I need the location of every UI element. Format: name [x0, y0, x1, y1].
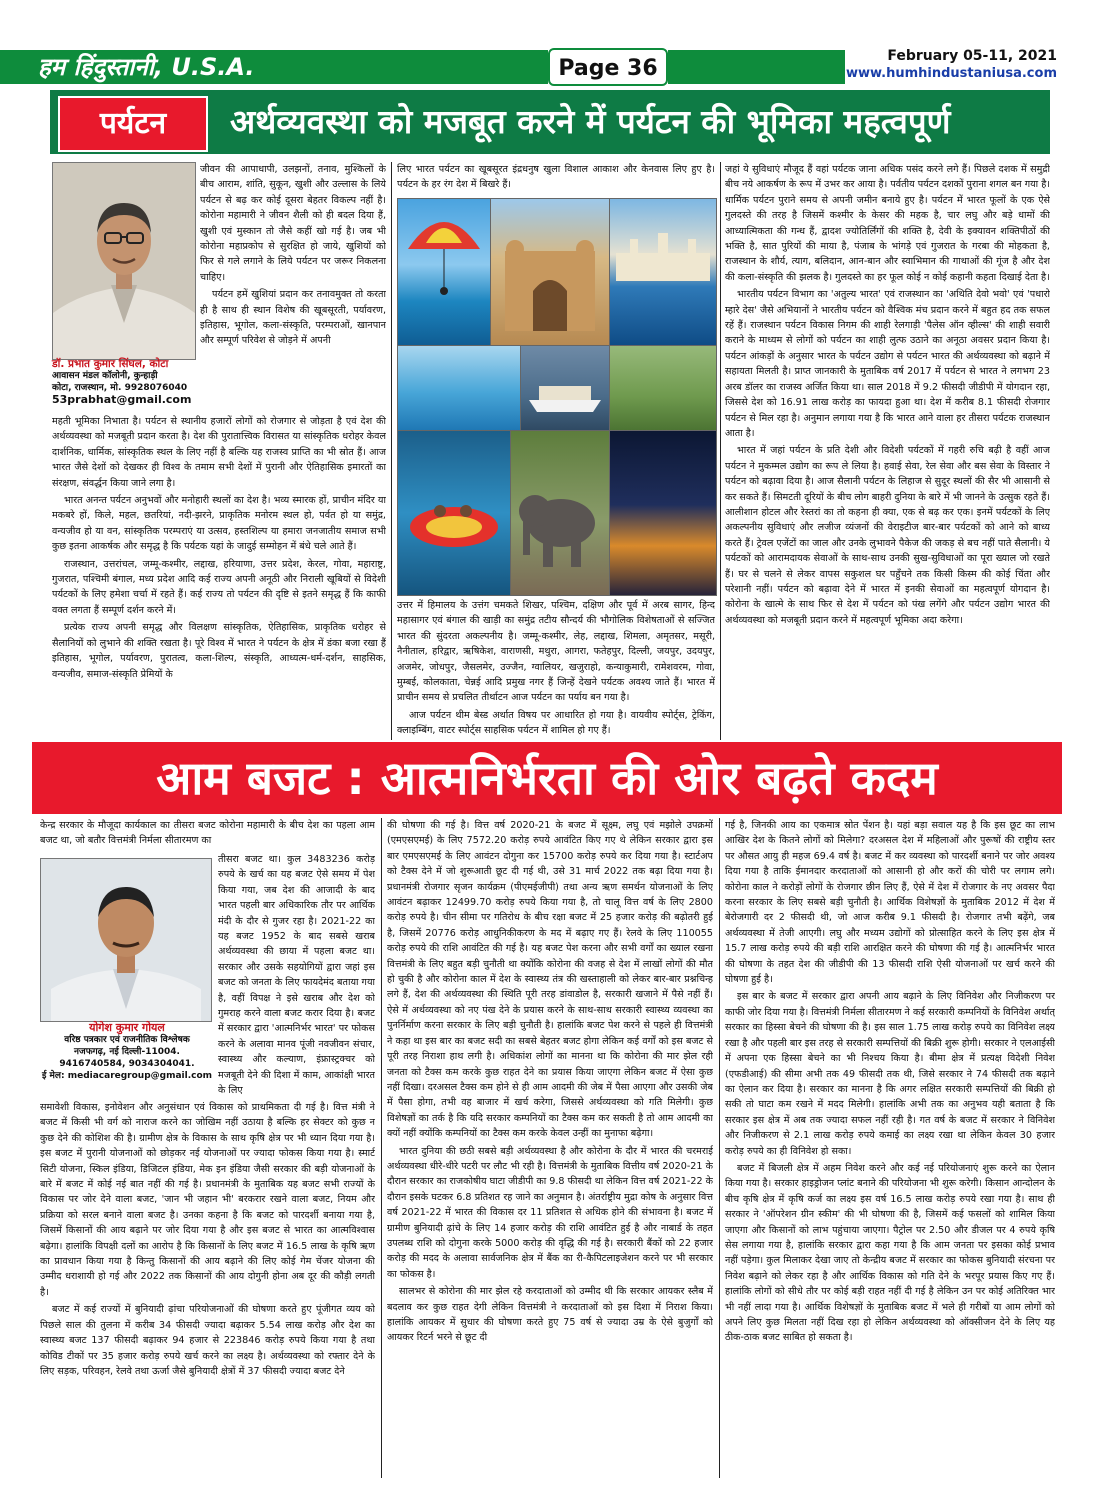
- paragraph: केन्द्र सरकार के मौजूदा कार्यकाल का तीसरा बजट कोरोना महामारी के बीच देश का पहला आम बजट था, जो बतौर वित्तमंत्री निर्मला सीतारमण का: [40, 820, 375, 847]
- beach-photo: [397, 345, 521, 431]
- portrait-icon: [41, 859, 211, 1021]
- palace-waterfront-photo: [609, 198, 717, 346]
- paragraph: महती भूमिका निभाता है। पर्यटन से स्थानीय हजारों लोगों को रोजगार से जोड़ता है एवं देश की अर्थव्यवस्था को मजबूती प्रदान करता है। देश की पुरातात्त्विक विरासत या सांस्कृतिक धरोहर केवल दार्शनिक, धार्मिक, सांस्कृतिक स्थल के लिए नहीं है बल्कि यह राजस्व प्राप्ति का भी स्रोत हैं। आज भारत जैसे देशों को देखकर ही विश्व के तमाम सभी देशों में पुरानी और ऐतिहासिक इमारतों का संरक्षण, संवर्द्धन किया जाने लगा है।: [52, 416, 386, 489]
- article2-col1-side: [218, 852, 375, 1098]
- article1-col1-bottom: [52, 414, 386, 740]
- author2-phone: 9416740584, 9034304041.: [59, 1059, 195, 1069]
- column-divider: [720, 162, 721, 740]
- paragraph: की घोषणा की गई है। वित्त वर्ष 2020-21 के बजट में सूक्ष्म, लघु एवं मझोले उपक्रमों (एमएसएमई) के लिए 7572.20 करोड़ रुपये आवंटित किए गए थे लेकिन सरकार द्वारा इस बार एमएसएमई के लिए आवंटन दोगुना कर 15700 करोड़ रुपये कर दिया गया है। स्टार्टअप को टैक्स देने में जो शुरूआती छूट दी गई थी, उसे 31 मार्च 2022 तक बढ़ा दिया गया है। प्रधानमंत्री रोजगार सृजन कार्यक्रम (पीएमईजीपी) तथा अन्य ऋण समर्थन योजनाओं के लिए आवंटन बढ़ाकर 12499.70 करोड़ रुपये किया गया है, तो चालू वित्त वर्ष के लिए 2800 करोड़ रुपये है। चीन सीमा पर गतिरोध के बीच रक्षा बजट में 25 हजार करोड़ की बढ़ोतरी हुई है, जिसमें 20776 करोड़ आधुनिकीकरण के मद में बढ़ाए गए हैं। रेलवे के लिए 110055 करोड़ रुपये की राशि आवंटित की गई है। यह बजट पेश करना और सभी वर्गों का ख्याल रखना वित्तमंत्री के लिए बहुत बड़ी चुनौती था क्योंकि कोरोना की वजह से देश में लाखों लोगों की मौत हो चुकी है और कोरोना काल में देश के स्वास्थ्य तंत्र की खस्ताहाली को लेकर बार-बार प्रश्नचिन्ह लगे हैं, देश की अर्थव्यवस्था की स्थिति पूरी तरह डांवाडोल है, सरकारी खजाने में पैसे नहीं हैं। ऐसे में अर्थव्यवस्था को नए पंख देने के प्रयास करने के साथ-साथ सरकारी स्वास्थ्य व्यवस्था का पुनर्निर्माण करना सरकार के लिए बड़ी चुनौती है। हालांकि बजट पेश करने से पहले ही वित्तमंत्री ने कहा था इस बार का बजट सदी का सबसे बेहतर बजट होगा लेकिन कई वर्गों को इस बजट से पूरी तरह निराशा हाथ लगी है। अधिकांश लोगों का मानना था कि कोरोना की मार झेल रही जनता को टैक्स कम करके कुछ राहत देने का प्रयास किया जाएगा लेकिन बजट में ऐसा कुछ नहीं दिखा। दरअसल टैक्स कम होने से ही आम आदमी की जेब में पैसा आएगा और उसकी जेब में पैसा होगा, तभी वह बाजार में खर्च करेगा, जिससे अर्थव्यवस्था को गति मिलेगी। कुछ विशेषज्ञों का तर्क है कि यदि सरकार कम्पनियों का टैक्स कम कर सकती है तो आम आदमी का क्यों नहीं क्योंकि कम्पनियों का टैक्स कम करके केवल उन्हीं का मुनाफा बढ़ेगा।: [387, 820, 713, 1140]
- author1-name: डॉ. प्रभात कुमार सिंघल, कोटा: [52, 358, 169, 370]
- author2-name: योगेश कुमार गोयल: [89, 1021, 165, 1034]
- raft-icon: [398, 431, 510, 595]
- website-link[interactable]: www.humhindustaniusa.com: [845, 66, 1057, 81]
- author1-email[interactable]: 53prabhat@gmail.com: [52, 393, 192, 406]
- monument-icon: [491, 199, 609, 345]
- article2-col1-top: [40, 818, 375, 852]
- elephant-photo: [510, 430, 610, 596]
- article1-col1-top: [200, 162, 386, 410]
- paragraph: भारत दुनिया की छठी सबसे बड़ी अर्थव्यवस्था है और कोरोना के दौर में भारत की चरमराई अर्थव्यवस्था धीरे-धीरे पटरी पर लौट भी रही है। वित्तमंत्री के मुताबिक वित्तीय वर्ष 2020-21 के दौरान सरकार का राजकोषीय घाटा जीडीपी का 9.8 फीसदी था लेकिन वित्त वर्ष 2021-22 के दौरान इसके घटकर 6.8 प्रतिशत रह जाने का अनुमान है। अंतर्राष्ट्रीय मुद्रा कोष के अनुसार वित्त वर्ष 2021-22 में भारत की विकास दर 11 प्रतिशत से अधिक होने की संभावना है। बजट में ग्रामीण बुनियादी ढ़ांचे के लिए 14 हजार करोड़ की राशि आवंटित हुई है और नाबार्ड के तहत उपलब्ध राशि को दोगुना करके 5000 करोड़ की वृद्धि की गई है। सरकारी बैंकों को 22 हजार करोड़ की मदद के अलावा सार्वजनिक क्षेत्र में बैंक का री-कैपिटलाइजेशन करने पर भी सरकार का फोकस है।: [387, 1145, 713, 1280]
- paragraph: भारत में जहां पर्यटन के प्रति देशी और विदेशी पर्यटकों में गहरी रुचि बढ़ी है वहीं आज पर्यटन ने मुकम्मल उद्योग का रूप ले लिया है। हवाई सेवा, रेल सेवा और बस सेवा के विस्तार ने पर्यटन को बढ़ावा दिया है। आज सैलानी पर्यटन के लिहाज से सुदूर स्थलों की सैर भी आसानी से कर सकते हैं। सिमटती दूरियों के बीच लोग बाहरी दुनिया के बारे में भी जानने के उत्सुक रहते हैं। आलीशान होटल और रेस्तरां का तो कहना ही क्या, एक से बढ़ कर एक। इनमें पर्यटकों के लिए अकल्पनीय सुविधाएं और लजीज व्यंजनों की वेराइटीज बार-बार पर्यटकों को आने को बाध्य करते हैं। ट्रेवल एजेंटों का जाल और उनके लुभावने पैकेज की जकड़ से बच नहीं पाते सैलानी। ये पर्यटकों को आरामदायक सेवाओं के साथ-साथ उनकी सुख-सुविधाओं का पूरा ख्याल जो रखते हैं। घर से चलने से लेकर वापस सकुशल घर पहुँचने तक किसी किस्म की कोई चिंता और परेशानी नहीं। पर्यटन को बढ़ावा देने में भारत में इनकी सेवाओं का महत्वपूर्ण योगदान है। कोरोना के खात्मे के साथ फिर से देश में पर्यटन को पंख लगेंगे और पर्यटन उद्योग भारत की अर्थव्यवस्था को मजबूती प्रदान करने में महत्वपूर्ण भूमिका अदा करेगा।: [725, 445, 1050, 626]
- author2-title: वरिष्ठ पत्रकार एवं राजनीतिक विश्लेषक: [64, 1035, 190, 1045]
- author1-info: [52, 358, 194, 406]
- paragraph: भारत अनन्त पर्यटन अनुभवों और मनोहारी स्थलों का देश है। भव्य स्मारक हों, प्राचीन मंदिर या मकबरे हों, किले, महल, छतरियां, नदी-झरने, प्राकृतिक मनोरम स्थल हो, पर्वत हो या समुंद्र, वन्यजीव हो या वन, सांस्कृतिक परम्पराएं या उत्सव, हस्तशिल्प या हमारा जनजातीय समाज सभी कुछ इतना आकर्षक और समृद्ध है कि पर्यटक यहां के जादुई सम्मोहन में बंधे चले आते हैं।: [52, 495, 386, 553]
- section-tag: पर्यटन: [58, 96, 208, 152]
- paragraph: भारतीय पर्यटन विभाग का 'अतुल्य भारत' एवं राजस्थान का 'अथिति देवो भवो' एवं 'पधारो म्हारे देस' जैसे अभियानों ने भारतीय पर्यटन को वैश्विक मंच प्रदान करने में बहुत हद तक सफल रहें हैं। राजस्थान पर्यटन विकास निगम की शाही रेलगाड़ी 'पैलेस ऑन व्हील्स' की शाही सवारी कराने के माध्यम से लोगों को पर्यटन का शाही लुत्फ उठाने का अनूठा अवसर प्रदान किया है। पर्यटन आंकड़ों के अनुसार भारत के पर्यटन उद्योग से पर्यटन भारत की अर्थव्यवस्था को बढ़ाने में सहायता मिलती है। प्राप्त जानकारी के मुताबिक वर्ष 2017 में पर्यटन से भारत ने लगभग 23 अरब डॉलर का राजस्व अर्जित किया था। साल 2018 में 9.2 फीसदी जीडीपी में योगदान रहा, जिससे देश को 16.91 लाख करोड़ का फायदा हुआ था। देश में करीब 8.1 फीसदी रोजगार पर्यटन से मिल रहा है। अनुमान लगाया गया है कि भारत आने वाला हर तीसरा पर्यटक राजस्थान आता है।: [725, 289, 1050, 439]
- paragraph: इस बार के बजट में सरकार द्वारा अपनी आय बढ़ाने के लिए विनिवेश और निजीकरण पर काफी जोर दिया गया है। वित्तमंत्री निर्मला सीतारमण ने कई सरकारी कम्पनियों के विनिवेश अर्थात् सरकार का हिस्सा बेचने की घोषणा की है। इस साल 1.75 लाख करोड़ रुपये का विनिवेश लक्ष्य रखा है और पहली बार इस तरह से सरकारी सम्पत्तियों की बिक्री शुरू होगी। सरकार ने एलआईसी में अपना एक हिस्सा बेचने का भी निश्चय किया है। बीमा क्षेत्र में प्रत्यक्ष विदेशी निवेश (एफडीआई) की सीमा अभी तक 49 फीसदी तक थी, जिसे सरकार ने 74 फीसदी तक बढ़ाने का ऐलान कर दिया है। सरकार का मानना है कि अगर लक्षित सरकारी सम्पत्तियों की बिक्री हो सकी तो घाटा कम रखने में मदद मिलेगी। हालांकि अभी तक का अनुभव यही बताता है कि सरकार इस क्षेत्र में अब तक ज्यादा सफल नहीं रही है। गत वर्ष के बजट में सरकार ने विनिवेश और निजीकरण से 2.1 लाख करोड़ रुपये कमाई का लक्ष्य रखा था लेकिन केवल 30 हजार करोड़ रुपये का ही विनिवेश हो सका।: [725, 991, 1055, 1157]
- article1-headline: अर्थव्यवस्था को मजबूत करने में पर्यटन की भूमिका महत्वपूर्ण: [230, 102, 951, 141]
- portrait-icon: [53, 163, 195, 359]
- palace-icon: [610, 199, 716, 345]
- garden-photo: [609, 345, 717, 431]
- author1-address: आवासन मंडल कॉलोनी, कुन्हाड़ी: [52, 371, 158, 381]
- city-night-photo: [609, 430, 717, 596]
- paragraph: समावेशी विकास, इनोवेशन और अनुसंधान एवं विकास को प्राथमिकता दी गई है। वित्त मंत्री ने बजट में किसी भी वर्ग को नाराज करने का जोखिम नहीं उठाया है बल्कि हर सेक्टर को कुछ न कुछ देने की कोशिश की है। ग्रामीण क्षेत्र के विकास के साथ कृषि क्षेत्र पर भी ध्यान दिया गया है। इस बजट में पुरानी योजनाओं को छोड़कर नई योजनाओं पर ज्यादा फोकस किया गया है। स्मार्ट सिटी योजना, स्किल इंडिया, डिजिटल इंडिया, मेक इन इंडिया जैसी सरकार की बड़ी योजनाओं के बारे में बजट में कोई नई बात नहीं की गई है। प्रधानमंत्री के मुताबिक यह बजट सभी राज्यों के विकास पर जोर देने वाला बजट, 'जान भी जहान भी' बरकरार रखने वाला बजट, नियम और प्रक्रिया को सरल बनाने वाला बजट है। उनका कहना है कि बजट को पारदर्शी बनाया गया है, जिसमें किसानों की आय बढ़ाने पर जोर दिया गया है और इस बजट से भारत का आत्मविश्वास बढ़ेगा। हालांकि विपक्षी दलों का आरोप है कि किसानों के लिए बजट में 16.5 लाख के कृषि ऋण का प्रावधान किया गया है किन्तु किसानों की आय बढ़ाने की लिए कोई गेम चेंजर योजना की उम्मीद धराशायी हो गई और 2022 तक किसानों की आय दोगुनी होना अब दूर की कौड़ी लगती है।: [40, 1102, 375, 1298]
- paragraph: आज पर्यटन थीम बेस्ड अर्थात विषय पर आधारित हो गया है। वायवीय स्पोर्ट्स, ट्रेकिंग, क्लाइम्बिंग, वाटर स्पोर्ट्स साहसिक पर्यटन में शामिल हो गए हैं।: [397, 709, 715, 737]
- paragraph: राजस्थान, उत्तरांचल, जम्मू-कश्मीर, लद्दाख, हरियाणा, उत्तर प्रदेश, केरल, गोवा, महाराष्ट्र, गुजरात, पश्चिमी बंगाल, मध्य प्रदेश आदि कई राज्य अपनी अनूठी और निराली खूबियों से विदेशी पर्यटकों के लिए हमेशा चर्चा में रहते हैं। कई राज्य तो पर्यटन की दृष्टि से इतने समृद्ध हैं कि काफी वक्त लगता हैं सम्पूर्ण दर्शन करने में।: [52, 558, 386, 616]
- houseboat-photo: [520, 345, 610, 431]
- article2-headline: आम बजट : आत्मनिर्भरता की ओर बढ़ते कदम: [156, 751, 938, 805]
- paragraph: गई है, जिनकी आय का एकमात्र स्रोत पेंशन है। यहां बड़ा सवाल यह है कि इस छूट का लाभ आखिर देश के कितने लोगों को मिलेगा? दरअसल देश में महिलाओं और पुरूषों की राष्ट्रीय स्तर पर औसत आयु ही महज 69.4 वर्ष है। बजट में कर व्यवस्था को पारदर्शी बनाने पर जोर अवश्य दिया गया है ताकि ईमानदार करदाताओं को आसानी हो और करों की चोरी पर लगाम लगे। कोरोना काल ने करोड़ों लोगों के रोजगार छीन लिए हैं, ऐसे में देश में रोजगार के नए अवसर पैदा करना सरकार के लिए सबसे बड़ी चुनौती है। आर्थिक विशेषज्ञों के मुताबिक 2012 में देश में बेरोजगारी दर 2 फीसदी थी, जो आज करीब 9.1 फीसदी है। रोजगार तभी बढ़ेंगे, जब अर्थव्यवस्था में तेजी आएगी। लघु और मध्यम उद्योगों को प्रोत्साहित करने के लिए इस क्षेत्र में 15.7 लाख करोड़ रुपये की बड़ी राशि आरक्षित करने की घोषणा की गई है। आत्मनिर्भर भारत की घोषणा के तहत देश की जीडीपी की 13 फीसदी राशि ऐसी योजनाओं पर खर्च करने की घोषणा हुई है।: [725, 820, 1055, 986]
- article1-col2-top: [397, 162, 715, 196]
- gateway-of-india-photo: [490, 198, 610, 346]
- author2-info: [40, 1022, 214, 1082]
- masthead-title: हम हिंदुस्तानी, U.S.A.: [38, 53, 255, 81]
- parasailing-photo: [397, 198, 491, 346]
- paragraph: प्रत्येक राज्य अपनी समृद्ध और विलक्षण सांस्कृतिक, ऐतिहासिक, प्राकृतिक धरोहर से सैलानियों को लुभाने की शक्ति रखता है। पूरे विश्व में भारत ने पर्यटन के क्षेत्र में डंका बजा रखा हैं इतिहास, भूगोल, पर्यावरण, पुरातत्व, कला-शिल्प, संस्कृति, आध्यत्म-धर्म-दर्शन, साहसिक, वन्यजीव, समाज-संस्कृति प्रेमियों के: [52, 622, 386, 680]
- paragraph: बजट में कई राज्यों में बुनियादी ढ़ांचा परियोजनाओं की घोषणा करते हुए पूंजीगत व्यय को पिछले साल की तुलना में करीब 34 फीसदी ज्यादा बढ़ाकर 5.54 लाख करोड़ और देश का स्वास्थ्य बजट 137 फीसदी बढ़ाकर 94 हजार से 223846 करोड़ रुपये किया गया है तथा कोविड टीकों पर 35 हजार करोड़ रुपये खर्च करने का लक्ष्य है। अर्थव्यवस्था को रफ्तार देने के लिए सड़क, परिवहन, रेलवे तथा ऊर्जा जैसे बुनियादी क्षेत्रों में 37 फीसदी ज्यादा बजट देने: [40, 1304, 375, 1377]
- rafting-photo: [397, 430, 511, 596]
- page-number: Page 36: [548, 48, 668, 86]
- parachute-icon: [398, 199, 490, 345]
- article1-col2-bottom: [397, 598, 715, 740]
- column-divider: [381, 818, 382, 1478]
- masthead-bar-right: [668, 50, 845, 84]
- author2-address: नजफगढ़, नई दिल्ली-11004.: [74, 1047, 180, 1057]
- article2-col3: [725, 818, 1055, 1478]
- author1-photo: [52, 162, 196, 360]
- paragraph: लिए भारत पर्यटन का खूबसूरत इंद्रधनुष खुला विशाल आकाश और केनवास लिए हुए है। पर्यटन के हर रंग देश में बिखरे हैं।: [397, 164, 715, 191]
- author2-email[interactable]: ई मेल: mediacaregroup@gmail.com: [41, 1071, 213, 1081]
- article2-col1-bottom: [40, 1100, 375, 1478]
- author2-photo: [40, 858, 212, 1022]
- article2-col2: [387, 818, 713, 1478]
- column-divider: [391, 162, 392, 740]
- paragraph: पर्यटन हमें खुशियां प्रदान कर तनावमुक्त तो करता ही है साथ ही स्थान विशेष की खूबसूरती, पर्यावरण, इतिहास, भूगोल, कला-संस्कृति, परम्पराओं, खानपान और सम्पूर्ण परिवेश से जोड़ने में अपनी: [200, 289, 386, 347]
- issue-date: February 05-11, 2021: [887, 48, 1057, 64]
- author1-city-phone: कोटा, राजस्थान, मो. 9928076040: [52, 383, 188, 393]
- paragraph: उत्तर में हिमालय के उत्तंग चमकते शिखर, पश्चिम, दक्षिण और पूर्व में अरब सागर, हिन्द महासागर एवं बंगाल की खाड़ी का समुंद्र तटीय सौन्दर्य की भौगोलिक विशेषताओं से सज्जित भारत की सुंदरता अकल्पनीय है। जम्मू-कश्मीर, लेह, लद्दाख, शिमला, अमृतसर, मसूरी, नैनीताल, हरिद्वार, ऋषिकेश, वाराणसी, मथुरा, आगरा, फतेहपुर, दिल्ली, जयपुर, उदयपुर, अजमेर, जोधपुर, जैसलमेर, उज्जैन, ग्वालियर, खजुराहो, कन्याकुमारी, रामेशवरम, गोवा, मुम्बई, कोलकाता, चेन्नई आदि प्रमुख नगर हैं जिन्हें देखने पर्यटक अवश्य जाते हैं। भारत में प्राचीन समय से प्रचलित तीर्थाटन आज पर्यटन का पर्याय बन गया है।: [397, 600, 715, 704]
- elephant-icon: [511, 431, 609, 595]
- article1-col3: [725, 162, 1050, 740]
- paragraph: जहां ये सुविधाएं मौजूद हैं वहां पर्यटक जाना अधिक पसंद करने लगे हैं। पिछले दशक में समुद्री बीच नये आकर्षण के रूप में उभर कर आया है। पर्वतीय पर्यटन दशकों पुराना शगल बन गया है। धार्मिक पर्यटन पुराने समय से अपनी जमीन बनाये हुए है। पर्यटन में भारत फूलों के एक ऐसे गुलदस्ते की तरह है जिसमें कश्मीर के केसर की महक है, चार लघु और बड़े धामों की आध्यात्मिकता की गन्ध हैं, द्वादश ज्योतिर्लिंगों की शक्ति है, देवी के इक्यावन शक्तिपीठों की भक्ति है, सात पुरियों की माया है, पंजाब के भांगड़े एवं गुजरात के गरबा की मोहकता है, राजस्थान के शौर्य, त्याग, बलिदान, आन-बान और स्वाभिमान की गाथाओं की गूंज है और देश की कला-संस्कृति की झलक है। गुलदस्ते का हर फूल कोई न कोई कहानी कहता दिखाई देता है।: [725, 164, 1050, 283]
- paragraph: जीवन की आपाधापी, उलझनों, तनाव, मुश्किलों के बीच आराम, शांति, सुकून, खुशी और उल्लास के लिये पर्यटन से बढ़ कर कोई दूसरा बेहतर विकल्प नहीं है। कोरोना महामारी ने जीवन शैली को ही बदल दिया हैं, खुशी एवं मुस्कान तो जैसे कहीं खो गई है। जब भी कोरोना महाप्रकोप से सुरक्षित हो जाये, खुशियों को फिर से गले लगाने के लिये पर्यटन पर जरूर निकलना चाहिए।: [200, 164, 386, 283]
- paragraph: तीसरा बजट था। कुल 3483236 करोड़ रुपये के खर्च का यह बजट ऐसे समय में पेश किया गया, जब देश की आजादी के बाद भारत पहली बार अधिकारिक तौर पर आर्थिक मंदी के दौर से गुजर रहा है। 2021-22 का यह बजट 1952 के बाद सबसे खराब अर्थव्यवस्था की छाया में पहला बजट था। सरकार और उसके सहयोगियों द्वारा जहां इस बजट को जनता के लिए फायदेमंद बताया गया है, वहीं विपक्ष ने इसे खराब और देश को गुमराह करने वाला बजट करार दिया है। बजट में सरकार द्वारा 'आत्मनिर्भर भारत' पर फोकस करने के अलावा मानव पूंजी नवजीवन संचार, स्वास्थ्य और कल्याण, इंफ्रास्ट्रक्चर को मजबूती देने की दिशा में काम, आकांक्षी भारत के लिए: [218, 854, 375, 1097]
- paragraph: बजट में बिजली क्षेत्र में अहम निवेश करने और कई नई परियोजनाएं शुरू करने का ऐलान किया गया है। सरकार हाइड्रोजन प्लांट बनाने की परियोजना भी शुरू करेगी। किसान आन्दोलन के बीच कृषि क्षेत्र में कृषि कर्ज का लक्ष्य इस वर्ष 16.5 लाख करोड़ रुपये रखा गया है। साथ ही सरकार ने 'ऑपरेशन ग्रीन स्कीम' की भी घोषणा की है, जिसमें कई फसलों को शामिल किया जाएगा और किसानों को लाभ पहुंचाया जाएगा। पैट्रोल पर 2.50 और डीजल पर 4 रुपये कृषि सेस लगाया गया है, हालांकि सरकार द्वारा कहा गया है कि आम जनता पर इसका कोई प्रभाव नहीं पड़ेगा। कुल मिलाकर देखा जाए तो केन्द्रीय बजट में सरकार का फोकस बुनियादी संरचना पर निवेश बढ़ाने को लेकर रहा है और आर्थिक विकास को गति देने के भरपूर प्रयास किए गए हैं। हालांकि लोगों को सीधे तौर पर कोई बड़ी राहत नहीं दी गई है लेकिन उन पर कोई अतिरिक्त भार भी नहीं लादा गया है। आर्थिक विशेषज्ञों के मुताबिक बजट में भले ही गरीबों या आम लोगों को अपने लिए कुछ मिलता नहीं दिख रहा हो लेकिन अर्थव्यवस्था को ऑक्सीजन देने के लिए यह ठीक-ठाक बजट साबित हो सकता है।: [725, 1162, 1055, 1344]
- column-divider: [719, 818, 720, 1478]
- boat-icon: [521, 346, 609, 430]
- paragraph: सालभर से कोरोना की मार झेल रहे करदाताओं को उम्मीद थी कि सरकार आयकर स्लैब में बदलाव कर कुछ राहत देगी लेकिन वित्तमंत्री ने करदाताओं को इस दिशा में निराश किया। हालांकि आयकर में सुधार की घोषणा करते हुए 75 वर्ष से ज्यादा उम्र के ऐसे बुजुर्गों को आयकर रिटर्न भरने से छूट दी: [387, 1286, 713, 1344]
